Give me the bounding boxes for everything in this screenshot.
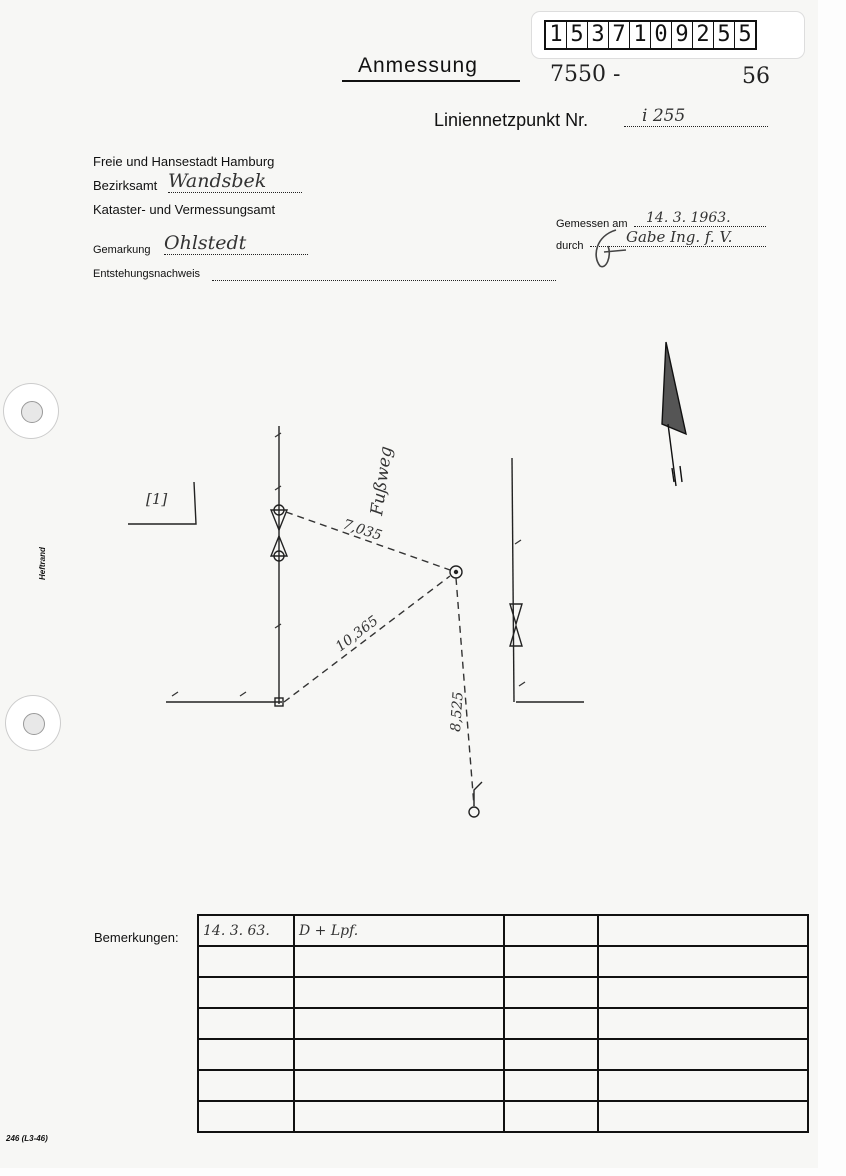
remarks-cell (598, 1070, 808, 1101)
id-digit: 5 (714, 22, 735, 48)
signature-scribble (586, 226, 634, 272)
remarks-cell (198, 1039, 294, 1070)
parcel-label: [1] (146, 490, 168, 508)
remarks-cell (598, 977, 808, 1008)
form-title: Anmessung (358, 54, 478, 77)
gemarkung-value: Ohlstedt (164, 232, 308, 255)
remarks-cell (504, 977, 598, 1008)
entstehung-line (212, 272, 556, 281)
remarks-cell (504, 1101, 598, 1132)
remarks-row (198, 915, 808, 946)
id-digit: 9 (672, 22, 693, 48)
point-number-value: i 255 (624, 106, 768, 127)
remarks-cell (504, 1070, 598, 1101)
remarks-cell (198, 1070, 294, 1101)
remarks-cell (294, 1070, 504, 1101)
measured-date-value: 14. 3. 1963. (634, 210, 766, 227)
gemarkung-label: Gemarkung (93, 244, 151, 256)
remarks-row (198, 1008, 808, 1039)
document-id-digits (544, 20, 757, 50)
remarks-cell: D + Lpf. (294, 915, 504, 946)
id-digit: 0 (651, 22, 672, 48)
document-id-box (532, 12, 804, 58)
pole-symbol (469, 807, 479, 817)
north-arrow (662, 342, 686, 486)
id-digit: 5 (738, 22, 752, 47)
bezirk-label: Bezirksamt (93, 178, 158, 193)
authority-line1: Freie und Hansestadt Hamburg (93, 154, 275, 169)
bezirk-value: Wandsbek (168, 170, 302, 193)
distance-label-c: 8,525 (448, 691, 467, 733)
remarks-cell: 14. 3. 63. (198, 915, 294, 946)
remarks-cell (198, 1008, 294, 1039)
building-line-right (512, 458, 514, 702)
id-digit: 7 (609, 22, 630, 48)
remarks-row (198, 977, 808, 1008)
remarks-cell (598, 1008, 808, 1039)
remarks-cell (598, 1101, 808, 1132)
authority-line3: Kataster- und Vermessungsamt (93, 202, 276, 217)
remarks-cell (294, 1008, 504, 1039)
point-number-label: Liniennetzpunkt Nr. (434, 110, 589, 130)
remarks-row (198, 1070, 808, 1101)
survey-sketch (0, 320, 818, 840)
margin-label: Heftrand (38, 547, 47, 580)
id-digit: 1 (546, 22, 567, 48)
measured-by-value: Gabe Ing. f. V. (590, 228, 766, 247)
sheet-number: 7550 - (550, 62, 621, 87)
measure-line-a (286, 512, 450, 570)
measured-by-label: durch (556, 240, 584, 252)
remarks-cell (198, 977, 294, 1008)
remarks-row (198, 1039, 808, 1070)
remarks-cell (294, 977, 504, 1008)
remarks-cell (198, 1101, 294, 1132)
remarks-cell (504, 1008, 598, 1039)
remarks-cell (598, 946, 808, 977)
distance-label-b: 10,365 (332, 612, 382, 656)
remarks-table (197, 914, 809, 1133)
form-title-underline (342, 80, 520, 82)
id-digit: 3 (588, 22, 609, 48)
remarks-row (198, 1101, 808, 1132)
entstehung-label: Entstehungsnachweis (93, 268, 201, 280)
remarks-cell (504, 946, 598, 977)
remarks-cell (294, 1101, 504, 1132)
remarks-label: Bemerkungen: (94, 930, 179, 945)
remarks-cell (198, 946, 294, 977)
id-digit: 2 (693, 22, 714, 48)
measured-date-label: Gemessen am (556, 218, 628, 230)
remarks-cell (294, 946, 504, 977)
measure-line-b (284, 576, 450, 702)
remarks-cell (504, 915, 598, 946)
remarks-cell (504, 1039, 598, 1070)
id-digit: 5 (567, 22, 588, 48)
distance-label-a: 7,035 (340, 516, 384, 545)
remarks-cell (598, 1039, 808, 1070)
id-digit: 1 (630, 22, 651, 48)
remarks-row (198, 946, 808, 977)
remarks-cell (294, 1039, 504, 1070)
form-code: 246 (L3-46) (6, 1134, 48, 1143)
remarks-cell (598, 915, 808, 946)
street-label: Fußweg (367, 444, 397, 517)
sheet-suffix: 56 (742, 64, 770, 89)
